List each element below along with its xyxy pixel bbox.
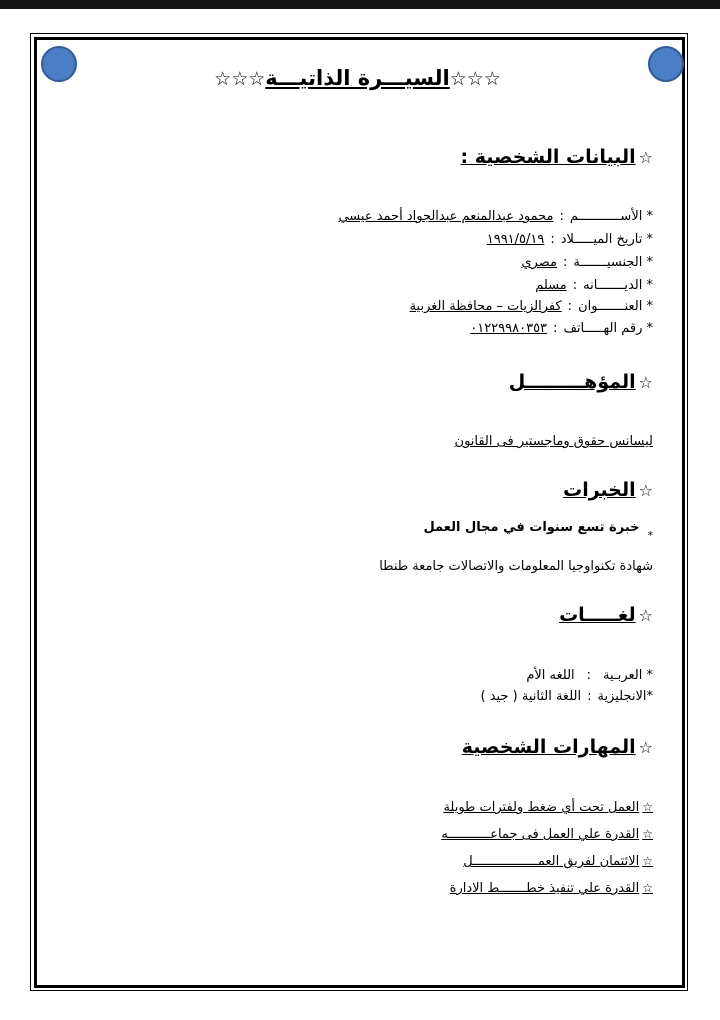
star-icon: ☆ [642,881,653,895]
skill-item [463,854,653,869]
bullet-marker: * [647,529,653,542]
star-icon: ☆ [642,800,653,814]
skill-item [450,881,653,896]
row-value: مسلم [535,278,567,293]
row-label: *الانجليزية [597,689,653,704]
skill-text: القدرة علي تنفيذ خطـــــــط الادارة [449,881,640,896]
section-heading-languages [559,604,653,626]
row-separator: : [587,689,592,704]
section-heading-skills [462,736,653,758]
personal-row-name [338,209,653,224]
skill-item [443,800,653,815]
row-value: محمود عبدالمنعم عبدالجواد أحمد عيسي [338,209,554,224]
language-row-arabic [526,668,653,683]
row-value: ٠١٢٢٩٩٨٠٣٥٣ [470,321,548,336]
personal-row-nationality [521,255,653,270]
title-stars-left: ☆☆☆ [214,68,266,90]
star-icon: ☆ [638,148,653,167]
star-icon: ☆ [642,854,653,868]
row-value: مصري [521,255,557,270]
row-value: ١٩٩١/٥/١٩ [486,232,545,247]
row-separator: : [572,278,578,293]
cv-title [190,66,525,90]
star-icon: ☆ [638,738,653,757]
row-label: * تاريخ الميـــــلاد [560,232,653,247]
qualification-text: ليسانس حقوق وماجستير فى القانون [454,434,653,449]
experience-bold-text: خبرة تسع سنوات في مجال العمل [423,520,640,535]
section-heading-experience [563,479,653,501]
heading-text: البيانات الشخصية : [460,146,636,168]
heading-text: لغـــــات [559,604,636,626]
personal-row-address [410,299,653,314]
row-label: * رقم الهـــــاتف [563,321,653,336]
row-label: * العنـــــــوان [578,299,653,314]
personal-row-birthdate [487,232,653,247]
star-icon: ☆ [638,481,653,500]
star-icon: ☆ [638,606,653,625]
section-heading-personal [461,146,654,168]
star-icon: ☆ [638,373,653,392]
row-value: اللغه الأم [526,668,575,683]
experience-text: شهادة تكنواوجيا المعلومات والاتصالات جامعة طنطا [379,559,653,574]
row-label: * العربـية [603,668,653,683]
row-separator: : [553,321,558,336]
heading-text: المؤهـــــــــل [508,371,636,393]
heading-text: المهارات الشخصية [461,736,636,758]
heading-text: الخبرات [563,479,636,501]
row-separator: : [559,209,564,224]
row-separator: : [550,232,555,247]
star-icon: ☆ [642,827,653,841]
row-separator: : [567,299,573,314]
row-separator: : [586,668,592,683]
experience-bullet-line [423,520,653,542]
personal-row-religion [535,278,653,293]
row-label: * الجنسيـــــــة [573,255,653,270]
section-heading-qualification [509,371,653,393]
skill-text: العمل تحت أي ضغط ولفترات طويلة [443,800,640,815]
title-stars-right: ☆☆☆ [449,68,501,90]
row-label: * الأســـــــــــم [569,209,653,224]
language-row-english [481,689,653,704]
row-label: * الديـــــــانه [583,278,653,293]
row-value: كفرالزيات – محافظة الغربية [409,299,562,314]
title-text: السيـــرة الذاتيـــة [265,66,450,90]
skill-item [441,827,653,842]
row-value: اللغة الثانية ( جيد ) [480,689,582,704]
skill-text: الائتمان لفريق العمـــــــــــــــــل [463,854,640,869]
row-separator: : [562,255,568,270]
skill-text: القدرة علي العمل فى جماعـــــــــــه [441,827,640,842]
personal-row-phone [470,321,653,336]
